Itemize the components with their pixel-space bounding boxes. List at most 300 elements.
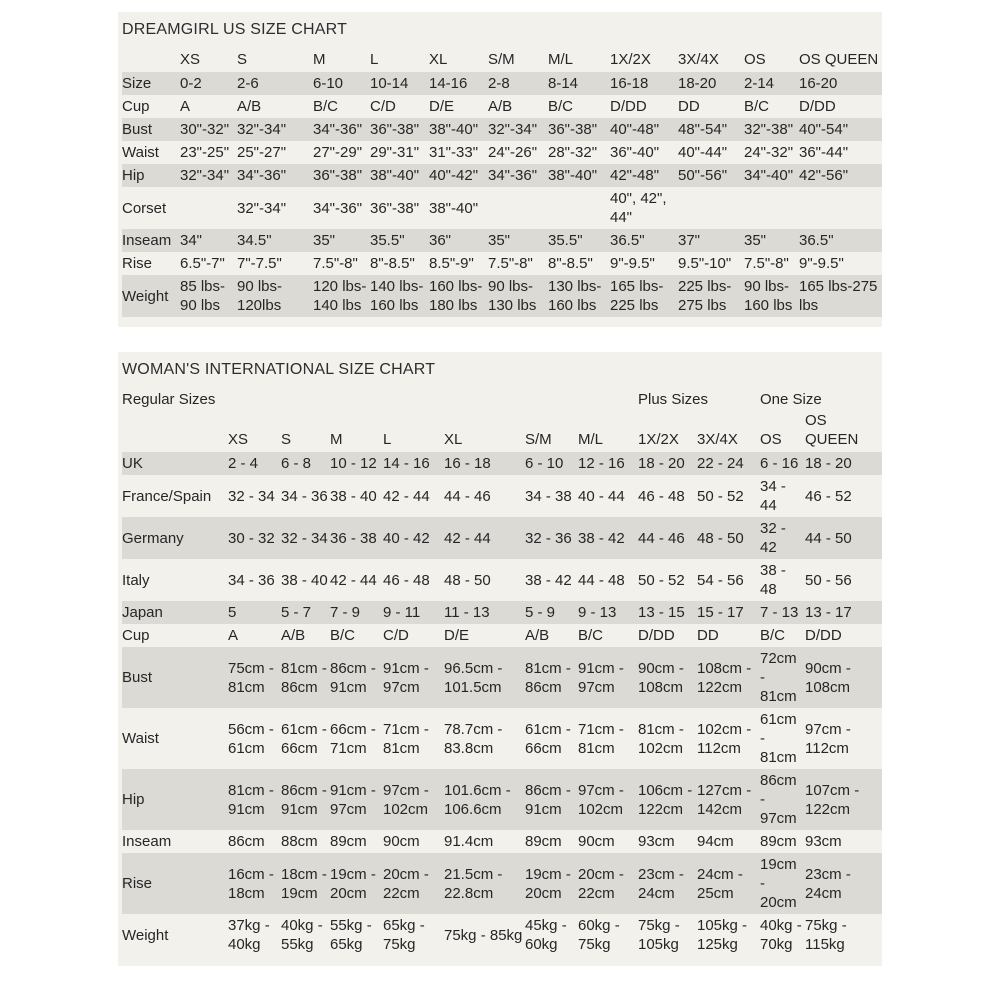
column-header: 1X/2X [610,51,651,68]
table-cell: 97cm - 102cm [578,781,624,818]
table-cell: 81cm - 86cm [525,659,571,696]
table-cell: 32"-34" [237,199,287,217]
table-cell: 38"-40" [548,167,598,184]
table-cell: 38 - 42 [578,529,625,547]
column-header: OS [760,431,782,448]
table-cell: 86cm - 91cm [330,659,376,696]
table-cell: 127cm - 142cm [697,781,752,818]
table-row [122,164,882,187]
table-cell: 90cm [578,833,615,850]
table-cell: 90cm [383,833,420,850]
table-cell: DD [697,627,719,644]
table-cell: 21.5cm - 22.8cm [444,865,503,902]
column-header: OS [744,51,766,68]
column-header: S/M [525,431,552,448]
table-cell: 65kg - 75kg [383,917,425,953]
table-cell [678,187,744,229]
table-row [122,853,882,914]
table-cell: 16 - 18 [444,455,491,472]
table-cell: 10-14 [370,75,409,92]
column-header: L [370,51,379,68]
table-cell: 24cm - 25cm [697,865,743,902]
table-cell: 34 - 44 [760,478,786,514]
table-cell: 91cm - 97cm [330,781,376,818]
row-label: Size [122,75,152,92]
table-cell: 9 - 13 [578,604,617,621]
table-cell: 34 - 36 [281,487,328,505]
row-label: Germany [122,529,184,547]
column-header: OS QUEEN [799,51,879,68]
table-cell: 5 - 7 [281,604,312,621]
table-cell: 38 - 42 [525,571,572,589]
table-cell: 37" [678,232,701,249]
row-label: Weight [122,287,169,305]
group-spacer-cell [525,388,578,409]
column-header: S/M [488,51,515,68]
table-cell: 7 - 13 [760,604,799,621]
table-cell: 6.5"-7" [180,255,225,272]
table-cell: 8"-8.5" [370,255,415,272]
table-cell: B/C [313,98,339,115]
table-cell: 40"-42" [429,167,479,184]
table-cell: 81cm - 102cm [638,720,684,757]
row-label: Bust [122,669,153,686]
table-cell: 86cm - 91cm [525,781,571,818]
table-cell: 140 lbs-160 lbs [370,278,424,314]
table-cell: 32 - 34 [228,487,275,505]
table-cell: 40", 42", 44" [610,190,667,226]
table-cell: 40 - 44 [578,487,625,505]
table-cell: 36"-44" [799,144,849,161]
table-cell: 6 - 10 [525,455,564,472]
table-cell: 8-14 [548,75,579,92]
table-cell: 46 - 52 [805,487,852,505]
table-cell: 90cm - 108cm [805,659,851,696]
table-cell: A [180,98,191,115]
table-cell: 34"-40" [744,167,794,184]
table-cell: 19cm - 20cm [760,856,797,911]
table-cell: 61cm - 81cm [760,711,797,766]
table-cell: 32 - 34 [281,529,328,547]
table-cell: 34 - 38 [525,487,572,505]
table-cell: 8"-8.5" [548,255,593,272]
table-cell: 38"-40" [370,167,420,184]
row-label: UK [122,455,143,472]
table-cell: A/B [525,627,550,644]
table-cell: 120 lbs-140 lbs [313,278,367,314]
table-cell: 8.5"-9" [429,255,474,272]
row-label: Rise [122,875,153,892]
table-cell: 34"-36" [313,121,363,138]
table-cell: 23cm - 24cm [805,865,851,902]
table-row [122,118,882,141]
table-cell: 90cm - 108cm [638,659,684,696]
column-header: S [237,51,248,68]
table-cell: 2-8 [488,75,510,92]
group-spacer-cell [578,388,638,409]
table-row [122,95,882,118]
table-row [122,559,882,601]
table-cell: 38 - 40 [330,487,377,505]
table-cell: D/DD [638,627,675,644]
table-cell: 42"-48" [610,167,660,184]
table-cell: 24"-26" [488,144,538,161]
table-cell: C/D [370,98,396,115]
table-cell: C/D [383,627,409,644]
table-cell: A [228,627,239,644]
row-label: Weight [122,926,169,944]
table-cell: 36"-38" [313,167,363,184]
size-header-row [122,409,882,452]
table-cell: DD [678,98,700,115]
table-cell: 42 - 44 [383,487,430,505]
table-cell: 6 - 8 [281,455,312,472]
us-size-chart-panel [118,12,882,327]
table-row [122,769,882,830]
table-cell [548,187,610,229]
table-cell: 44 - 46 [444,487,491,505]
table-cell: B/C [760,627,786,644]
table-cell: 93cm [805,833,842,850]
table-cell: 56cm - 61cm [228,720,274,757]
table-cell: 44 - 46 [638,529,685,547]
table-cell: 28"-32" [548,144,598,161]
table-cell: 11 - 13 [444,604,490,621]
table-cell: 35.5" [548,232,583,249]
row-label: Italy [122,571,150,589]
table-cell: 34"-36" [313,199,363,217]
column-header: L [383,431,392,448]
table-cell: 24"-32" [744,144,794,161]
table-cell: D/E [444,627,470,644]
table-cell: D/DD [805,627,842,644]
table-cell: 50 - 52 [638,571,685,589]
table-cell: 7.5"-8" [744,255,789,272]
table-cell: D/DD [799,98,836,115]
table-cell: 225 lbs-275 lbs [678,278,732,314]
table-cell: 75kg - 105kg [638,917,680,953]
table-cell: 108cm - 122cm [697,659,752,696]
table-row [122,452,882,475]
row-label-header-cell [122,48,180,72]
table-cell: 40"-54" [799,121,849,138]
table-cell: 91cm - 97cm [383,659,429,696]
table-cell [488,187,548,229]
row-label: Rise [122,255,153,272]
table-cell: 106cm - 122cm [638,781,693,818]
table-cell: 25"-27" [237,144,287,161]
table-cell: 71cm - 81cm [383,720,429,757]
table-cell: 5 - 9 [525,604,556,621]
table-cell: 61cm - 66cm [525,720,571,757]
table-cell: 89cm [330,833,367,850]
table-cell: 20cm - 22cm [383,865,429,902]
size-header-row [122,48,882,72]
table-cell: 32"-34" [180,167,230,184]
table-cell: 165 lbs-275 lbs [799,278,878,314]
row-label: Cup [122,627,150,644]
table-cell: 7.5"-8" [488,255,533,272]
table-cell: 97cm - 102cm [383,781,429,818]
table-cell: 7 - 9 [330,604,361,621]
international-size-table [122,388,882,956]
table-cell: 44 - 48 [578,571,625,589]
column-header: XL [429,51,448,68]
table-cell: 36"-38" [370,121,420,138]
row-label: Waist [122,144,159,161]
table-cell: 6 - 16 [760,455,799,472]
table-row [122,647,882,708]
table-cell: 10 - 12 [330,455,377,472]
table-cell: 15 - 17 [697,604,744,621]
table-cell: B/C [578,627,604,644]
table-cell: 30"-32" [180,121,230,138]
table-cell: 42 - 44 [330,571,377,589]
table-cell: 35.5" [370,232,405,249]
table-cell: 40"-44" [678,144,728,161]
us-size-table [122,48,882,317]
table-cell: 9"-9.5" [610,255,655,272]
table-cell: 97cm - 112cm [805,720,851,757]
table-cell: 81cm - 86cm [281,659,327,696]
column-header: M/L [578,431,604,448]
table-row [122,624,882,647]
table-cell: 9.5"-10" [678,255,732,272]
table-row [122,141,882,164]
table-cell: 36"-40" [610,144,660,161]
table-cell: B/C [548,98,574,115]
table-cell: 36.5" [610,232,645,249]
table-cell: 19cm - 20cm [330,865,376,902]
table-cell: 2-14 [744,75,775,92]
group-spacer-cell [444,388,525,409]
table-cell: 34"-36" [488,167,538,184]
international-size-chart-panel [118,352,882,966]
table-cell: 46 - 48 [383,571,430,589]
table-cell: 40kg - 70kg [760,917,802,953]
table-row [122,601,882,624]
row-label: Inseam [122,833,172,850]
table-cell: 89cm [525,833,562,850]
table-row [122,187,882,229]
table-row [122,517,882,559]
table-cell: 32 - 36 [525,529,572,547]
table-cell: 90 lbs-130 lbs [488,278,537,314]
table-cell: 9"-9.5" [799,255,844,272]
table-cell: 32 - 42 [760,520,786,556]
table-cell: 38"-40" [429,199,479,217]
row-label: Corset [122,199,167,217]
table-cell: 165 lbs-225 lbs [610,278,664,314]
table-cell: A/B [281,627,306,644]
table-cell: A/B [237,98,262,115]
table-cell: 35" [744,232,767,249]
table-cell: 86cm [228,833,265,850]
row-label: Japan [122,604,163,621]
table-cell: 91cm - 97cm [578,659,624,696]
table-cell: 18-20 [678,75,717,92]
table-row [122,708,882,769]
table-cell: 7.5"-8" [313,255,358,272]
table-cell: 32"-34" [488,121,538,138]
table-cell: 32"-38" [744,121,794,138]
column-header: S [281,431,292,448]
table-cell: 48 - 50 [697,529,744,547]
table-cell: 96.5cm - 101.5cm [444,659,503,696]
table-cell: 55kg - 65kg [330,917,372,953]
table-cell: 38 - 48 [760,562,786,598]
group-spacer-cell [383,388,444,409]
table-cell: 13 - 15 [638,604,685,621]
table-cell: 14 - 16 [383,455,430,472]
table-cell: 86cm - 97cm [760,772,797,827]
table-cell: 130 lbs-160 lbs [548,278,602,314]
table-cell: 40 - 42 [383,529,430,547]
column-header: XS [228,431,249,448]
table-cell: 81cm - 91cm [228,781,274,818]
table-cell: 36.5" [799,232,834,249]
column-header: 3X/4X [697,431,738,448]
table-cell: 0-2 [180,75,202,92]
table-cell: 36" [429,232,452,249]
table-cell: 18 - 20 [638,455,685,472]
column-header: 3X/4X [678,51,719,68]
table-cell: 75kg - 115kg [805,917,847,953]
column-header: OS QUEEN [805,412,859,448]
table-cell: 42 - 44 [444,529,491,547]
table-row [122,252,882,275]
table-cell: 102cm - 112cm [697,720,752,757]
column-header: M/L [548,51,574,68]
table-cell: 66cm - 71cm [330,720,376,757]
table-cell: 31"-33" [429,144,479,161]
table-cell: 23"-25" [180,144,230,161]
table-cell: 20cm - 22cm [578,865,624,902]
us-chart-title: DREAMGIRL US SIZE CHART [122,21,348,38]
table-cell: 18cm - 19cm [281,865,327,902]
table-cell: 38 - 40 [281,571,328,589]
table-cell: 60kg - 75kg [578,917,620,953]
table-cell: 16-20 [799,75,838,92]
table-cell: 32"-34" [237,121,287,138]
table-cell: 34.5" [237,232,272,249]
table-cell: 16cm - 18cm [228,865,274,902]
table-cell: 2 - 4 [228,455,259,472]
table-cell: 38"-40" [429,121,479,138]
group-label-one-size: One Size [760,391,822,408]
table-cell: 90 lbs-120lbs [237,278,283,314]
table-cell: B/C [744,98,770,115]
group-spacer-cell [228,388,281,409]
table-cell: 89cm [760,833,797,850]
table-row [122,275,882,317]
table-cell: 50 - 52 [697,487,744,505]
table-cell: B/C [330,627,356,644]
table-row [122,475,882,517]
table-cell: 40kg - 55kg [281,917,323,953]
table-cell: 45kg - 60kg [525,917,567,953]
table-cell: 78.7cm - 83.8cm [444,720,503,757]
table-row [122,72,882,95]
table-cell: 34 - 36 [228,571,275,589]
table-cell: D/E [429,98,455,115]
table-cell: 9 - 11 [383,604,421,621]
size-group-row [122,388,882,409]
column-header: XL [444,431,463,448]
column-header: 1X/2X [638,431,679,448]
table-cell: 42"-56" [799,167,849,184]
table-cell: 44 - 50 [805,529,852,547]
table-cell: 19cm - 20cm [525,865,571,902]
table-cell [180,187,237,229]
table-cell: 22 - 24 [697,455,744,472]
table-cell: 36"-38" [548,121,598,138]
table-cell: 34" [180,232,203,249]
table-cell: 14-16 [429,75,468,92]
table-cell: 75cm - 81cm [228,659,274,696]
table-cell: 27"-29" [313,144,363,161]
group-spacer-cell [281,388,330,409]
group-spacer-cell [330,388,383,409]
table-cell: 48"-54" [678,121,728,138]
table-cell [744,187,799,229]
table-cell: 72cm - 81cm [760,650,797,705]
column-header: XS [180,51,201,68]
column-header: M [330,431,343,448]
row-label: France/Spain [122,487,212,505]
table-cell: 46 - 48 [638,487,685,505]
table-cell: 40"-48" [610,121,660,138]
table-cell: 101.6cm - 106.6cm [444,781,511,818]
table-row [122,229,882,252]
table-cell: 12 - 16 [578,455,625,472]
table-cell: 6-10 [313,75,344,92]
table-cell: 85 lbs-90 lbs [180,278,226,314]
table-cell: 86cm - 91cm [281,781,327,818]
table-cell: 35" [488,232,511,249]
row-label: Inseam [122,232,172,249]
table-cell: 91.4cm [444,833,494,850]
group-label-regular-sizes: Regular Sizes [122,391,216,408]
table-cell: 23cm - 24cm [638,865,684,902]
table-cell: 7"-7.5" [237,255,282,272]
row-label-header-cell [122,409,228,452]
international-chart-title: WOMAN'S INTERNATIONAL SIZE CHART [122,361,436,378]
table-cell: 5 [228,604,237,621]
table-cell: 94cm [697,833,734,850]
table-row [122,914,882,956]
row-label: Bust [122,121,153,138]
table-cell: 71cm - 81cm [578,720,624,757]
table-cell: 16-18 [610,75,649,92]
table-cell: 107cm - 122cm [805,781,860,818]
group-label-plus-sizes: Plus Sizes [638,391,709,408]
table-cell: 160 lbs-180 lbs [429,278,483,314]
table-cell: 105kg - 125kg [697,917,748,953]
table-cell: 13 - 17 [805,604,852,621]
row-label: Waist [122,730,159,747]
table-cell: 90 lbs-160 lbs [744,278,793,314]
table-cell: 34"-36" [237,167,287,184]
table-cell: 75kg - 85kg [444,926,523,944]
table-cell: 37kg - 40kg [228,917,270,953]
table-cell: 18 - 20 [805,455,852,472]
table-cell: 54 - 56 [697,571,744,589]
table-cell: 35" [313,232,336,249]
table-cell: 2-6 [237,75,259,92]
table-cell: 29"-31" [370,144,420,161]
table-cell: 50"-56" [678,167,728,184]
